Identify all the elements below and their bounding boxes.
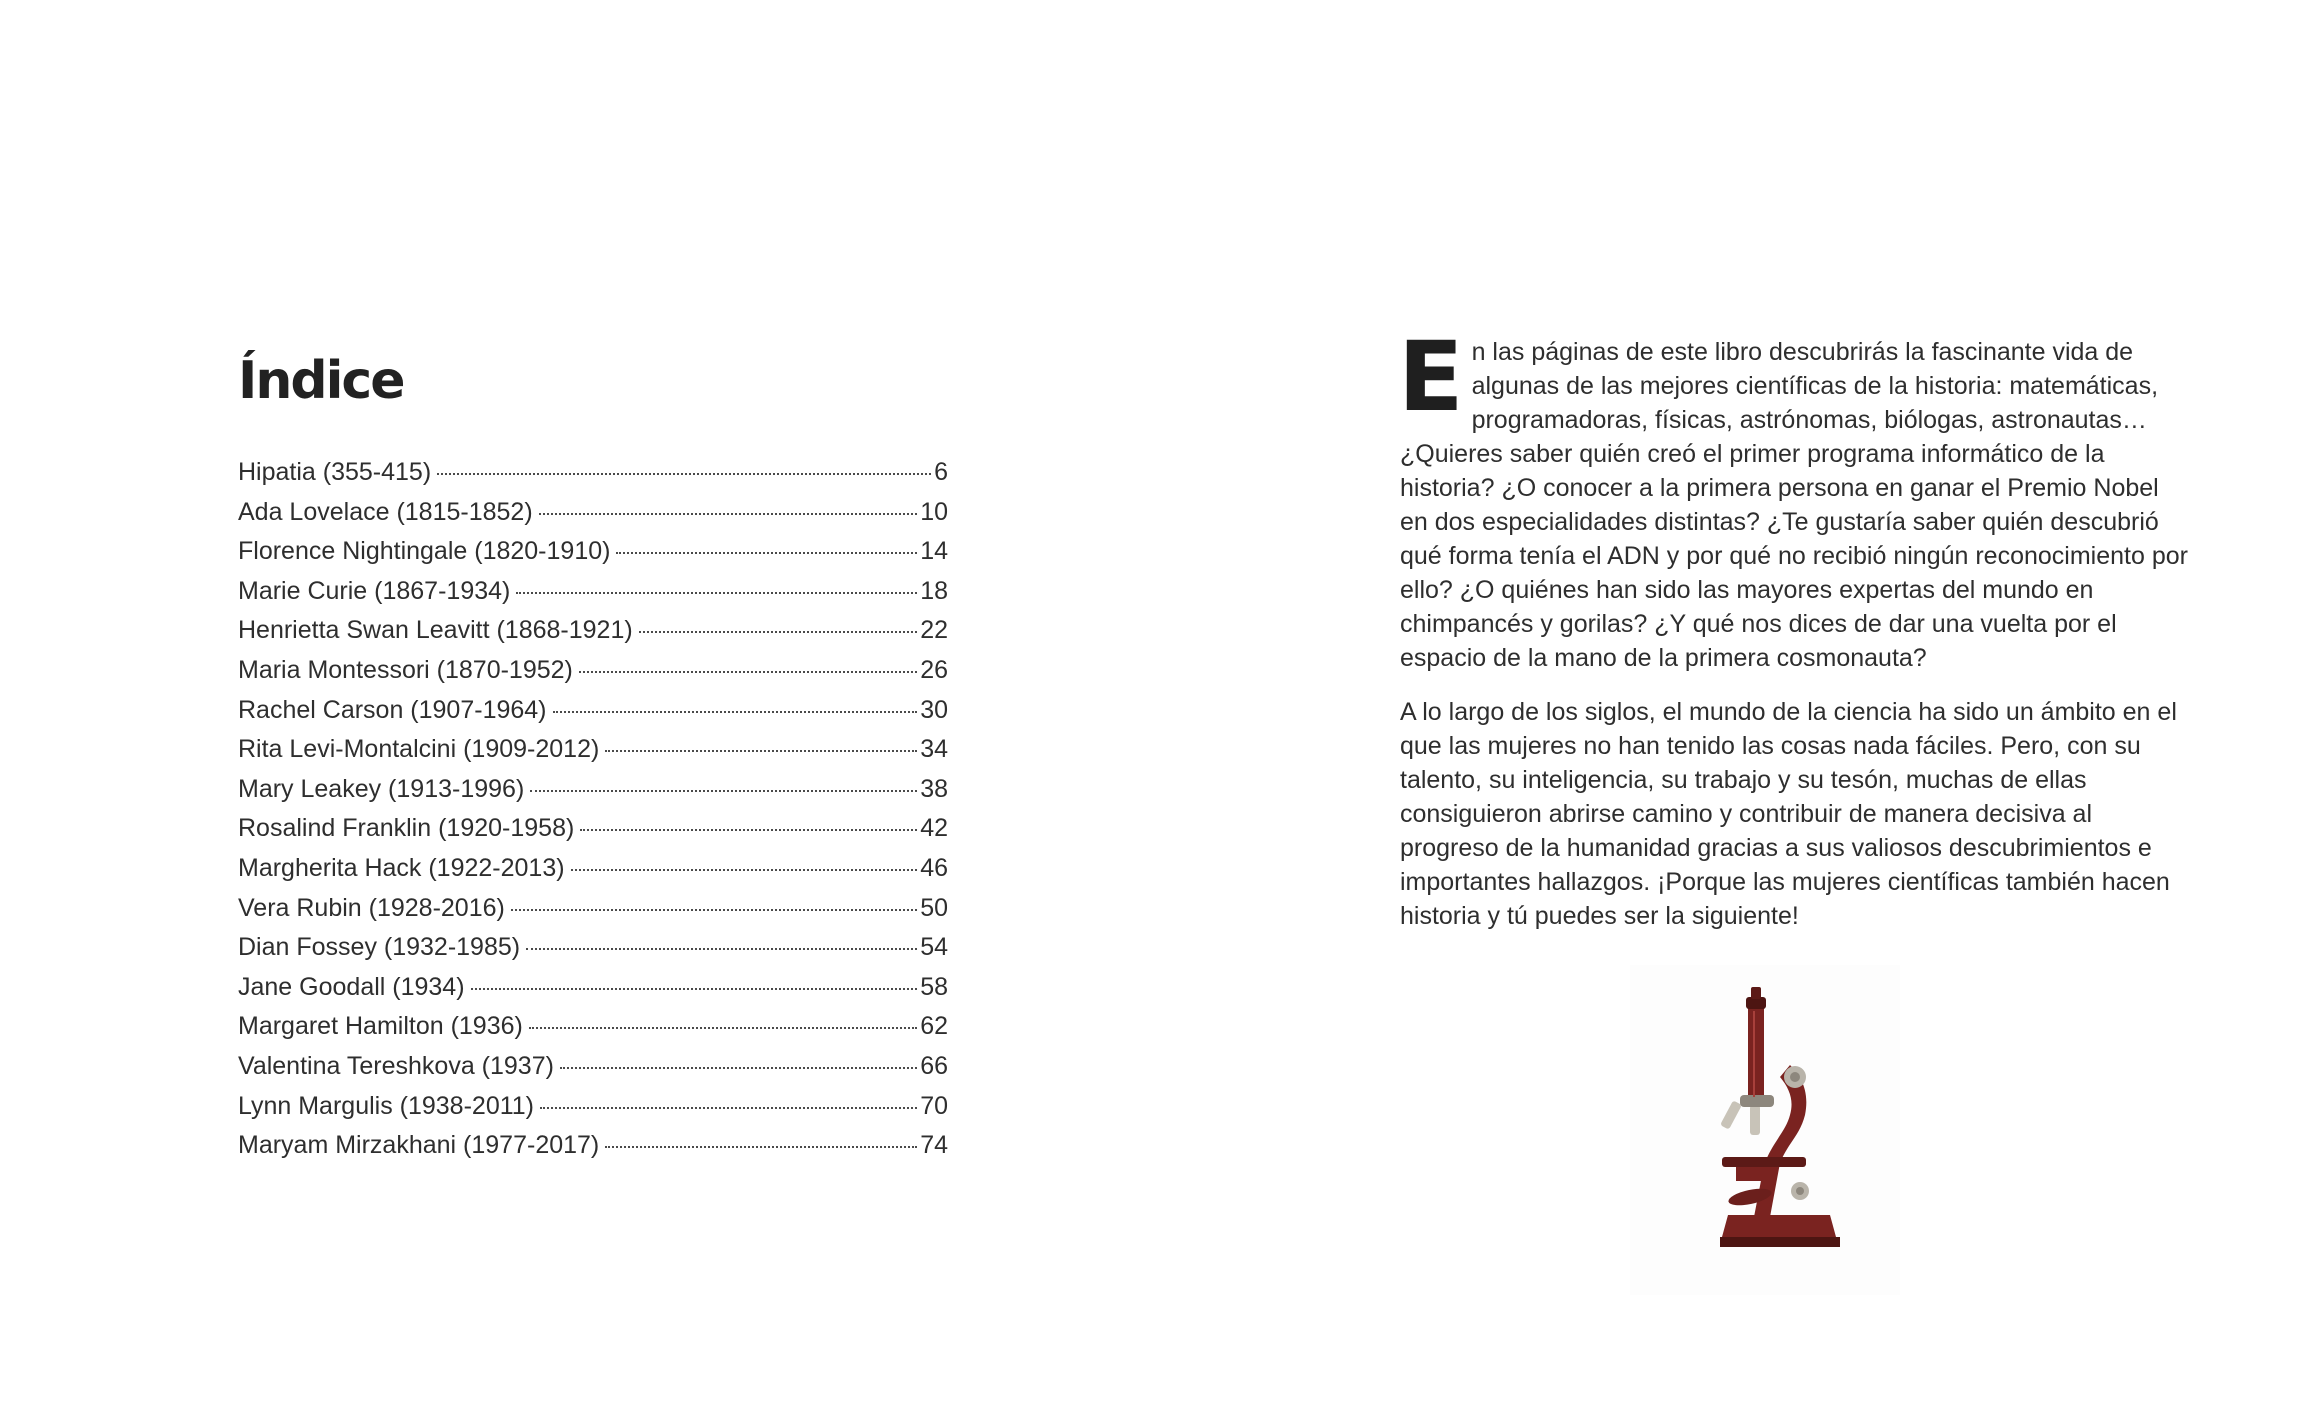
toc-entry — [238, 973, 948, 1013]
toc-entry-name: Maryam Mirzakhani (1977-2017) — [238, 1131, 600, 1160]
toc-entry-name: Vera Rubin (1928-2016) — [238, 893, 505, 922]
toc-entry-name: Margaret Hamilton (1936) — [238, 1012, 523, 1041]
toc-entry-page: 18 — [920, 576, 948, 605]
toc-entry — [238, 616, 948, 656]
toc-entry-name: Ada Lovelace (1815-1852) — [238, 497, 533, 526]
intro-paragraph-1-text: n las páginas de este libro descubrirás la fascinante vida de algunas de las mejores científicas de la historia: matemáticas, programadoras, físicas, astrónomas, biólogas, astronautas… ¿Quieres saber quién creó el primer programa informático de la historia? ¿O conocer a la primera persona en ganar el Premio Nobel en dos especialidades distintas? ¿Te gustaría saber quién descubrió qué forma tenía el ADN y por qué no recibió ningún reconocimiento por ello? ¿O quiénes han sido las mayores expertas del mundo en chimpancés y gorilas? ¿Y qué nos dices de dar una vuelta por el espacio de la mano de la primera cosmonauta? — [1400, 338, 2188, 672]
toc-entry — [238, 537, 948, 577]
toc-entry-name: Marie Curie (1867-1934) — [238, 576, 511, 605]
toc-entry — [238, 458, 948, 498]
toc-entry — [238, 577, 948, 617]
toc-leader-dots — [616, 552, 917, 554]
index-title: Índice — [238, 351, 404, 411]
toc-entry — [238, 1012, 948, 1052]
toc-leader-dots — [560, 1067, 917, 1069]
toc-entry-page: 14 — [920, 537, 948, 566]
intro-paragraph-2: A lo largo de los siglos, el mundo de la ciencia ha sido un ámbito en el que las mujeres no han tenido las cosas nada fáciles. Pero, con su talento, su inteligencia, su trabajo y su tesón, muchas de ellas consiguieron abrirse camino y contribuir de manera decisiva al progreso de la humanidad gracias a sus valiosos descubrimientos e importantes hallazgos. ¡Porque las mujeres científicas también hacen historia y tú puedes ser la siguiente! — [1400, 698, 2177, 930]
toc-leader-dots — [530, 790, 917, 792]
toc-entry-name: Florence Nightingale (1820-1910) — [238, 537, 611, 566]
toc-entry — [238, 696, 948, 736]
drop-cap: E — [1398, 321, 1464, 433]
toc-entry-page: 46 — [920, 853, 948, 882]
toc-entry-page: 70 — [920, 1091, 948, 1120]
toc-entry-page: 26 — [920, 655, 948, 684]
toc-entry-name: Rosalind Franklin (1920-1958) — [238, 814, 575, 843]
toc-leader-dots — [639, 631, 918, 633]
toc-entry-page: 54 — [920, 933, 948, 962]
toc-entry — [238, 735, 948, 775]
toc-entry-page: 42 — [920, 814, 948, 843]
toc-leader-dots — [471, 988, 918, 990]
toc-leader-dots — [605, 750, 917, 752]
toc-entry — [238, 1092, 948, 1132]
toc-leader-dots — [437, 473, 931, 475]
toc-entry-page: 34 — [920, 735, 948, 764]
toc-leader-dots — [511, 909, 917, 911]
toc-entry-name: Rachel Carson (1907-1964) — [238, 695, 547, 724]
toc-entry-page: 66 — [920, 1051, 948, 1080]
toc-entry — [238, 894, 948, 934]
toc-leader-dots — [516, 592, 917, 594]
toc-entry — [238, 656, 948, 696]
toc-entry-name: Lynn Margulis (1938-2011) — [238, 1091, 534, 1120]
toc-leader-dots — [553, 711, 918, 713]
index-page — [238, 350, 948, 1171]
microscope-icon — [1630, 965, 1900, 1295]
toc-entry-name: Dian Fossey (1932-1985) — [238, 933, 521, 962]
toc-entry — [238, 498, 948, 538]
toc-entry-name: Hipatia (355-415) — [238, 458, 432, 486]
toc-leader-dots — [571, 869, 918, 871]
toc-entry-name: Mary Leakey (1913-1996) — [238, 774, 525, 803]
table-of-contents — [238, 458, 948, 1171]
toc-entry-name: Henrietta Swan Leavitt (1868-1921) — [238, 616, 633, 645]
toc-entry — [238, 775, 948, 815]
toc-entry-page: 50 — [920, 893, 948, 922]
toc-entry-page: 58 — [920, 972, 948, 1001]
intro-page — [1398, 321, 2190, 933]
intro-paragraph-1 — [1398, 321, 2190, 675]
toc-entry-page: 74 — [920, 1131, 948, 1160]
toc-entry-page: 30 — [920, 695, 948, 724]
toc-entry-page: 6 — [934, 458, 948, 486]
toc-entry-page: 10 — [920, 497, 948, 526]
toc-entry-page: 62 — [920, 1012, 948, 1041]
microscope-illustration — [1630, 965, 1900, 1295]
toc-entry — [238, 854, 948, 894]
toc-leader-dots — [526, 948, 917, 950]
toc-entry-page: 22 — [920, 616, 948, 645]
toc-leader-dots — [580, 829, 917, 831]
toc-entry-name: Rita Levi-Montalcini (1909-2012) — [238, 735, 600, 764]
toc-entry-page: 38 — [920, 774, 948, 803]
toc-entry — [238, 814, 948, 854]
toc-entry-name: Margherita Hack (1922-2013) — [238, 853, 565, 882]
toc-entry-name: Maria Montessori (1870-1952) — [238, 655, 573, 684]
toc-entry — [238, 933, 948, 973]
toc-leader-dots — [579, 671, 917, 673]
toc-leader-dots — [539, 513, 918, 515]
toc-leader-dots — [540, 1107, 917, 1109]
toc-entry — [238, 1052, 948, 1092]
toc-leader-dots — [529, 1027, 917, 1029]
toc-leader-dots — [605, 1146, 917, 1148]
toc-entry — [238, 1131, 948, 1171]
toc-entry-name: Valentina Tereshkova (1937) — [238, 1051, 554, 1080]
toc-entry-name: Jane Goodall (1934) — [238, 972, 465, 1001]
